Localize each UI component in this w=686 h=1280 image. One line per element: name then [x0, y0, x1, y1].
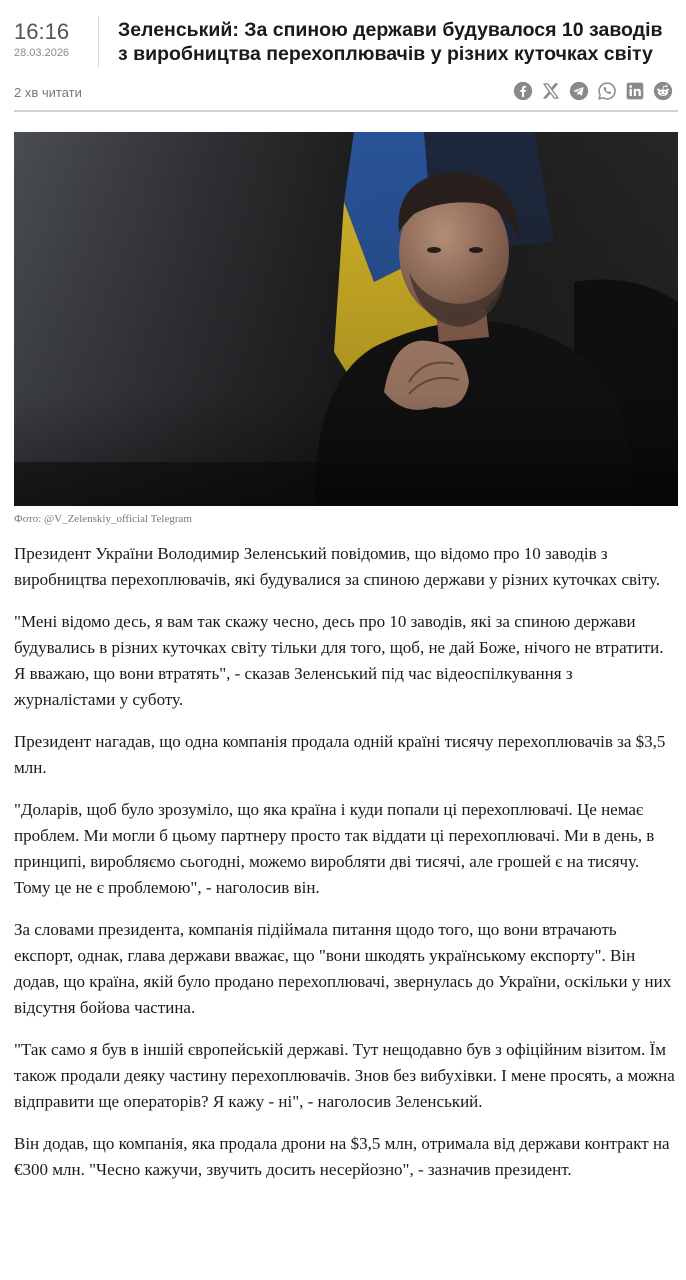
publish-date: 28.03.2026 — [14, 47, 70, 59]
x-icon[interactable] — [540, 80, 562, 102]
telegram-icon[interactable] — [568, 80, 590, 102]
article-photo — [14, 132, 678, 506]
article-paragraph: Він додав, що компанія, яка продала дрони на $3,5 млн, отримала від держави контракт на €300 млн. "Чесно кажучи, звучить досить несерйозно", - зазначив президент. — [14, 1134, 670, 1179]
share-buttons — [512, 80, 674, 102]
whatsapp-icon[interactable] — [596, 80, 618, 102]
article-paragraph: "Так само я був в іншій європейській державі. Тут нещодавно був з офіційним візитом. Їм також продали деяку частину перехоплювачів. Знов без вибухівки. І мене просять, а можна відправити ще операторів? Я кажу - ні", - наголосив Зеленський. — [14, 1040, 675, 1111]
article-paragraph: Президент України Володимир Зеленський повідомив, що відомо про 10 заводів з виробництва перехоплювачів, які будувалися за спиною держави у різних куточках світу. — [14, 544, 660, 589]
photo-caption: Фото: @V_Zelenskiy_official Telegram — [14, 513, 192, 525]
article-paragraph: За словами президента, компанія підіймала питання щодо того, що вони втрачають експорт, однак, глава держави вважає, що "вони шкодять українському експорту". Він додав, що країна, якій було продано перехоплювачі, звернулась до України, оскільки у них відсутня бойова частина. — [14, 920, 672, 1017]
article-title: Зеленський: За спиною держави будувалося 10 заводів з виробництва перехоплювачів у різних куточках світу — [118, 19, 663, 65]
article-paragraph: Президент нагадав, що одна компанія продала одній країні тисячу перехоплювачів за $3,5 млн. — [14, 732, 666, 777]
publish-timestamp — [14, 20, 98, 59]
article-body — [14, 541, 678, 1199]
read-time: 2 хв читати — [14, 85, 82, 100]
article-paragraph: "Мені відомо десь, я вам так скажу чесно, десь про 10 заводів, які за спиною держави будувались в різних куточках світу тільки для того, щоб, не дай Боже, нічого не втратити. Я вважаю, що вони втратять", - сказав Зеленський під час відеоспілкування з журналістами у суботу. — [14, 612, 664, 709]
facebook-icon[interactable] — [512, 80, 534, 102]
reddit-icon[interactable] — [652, 80, 674, 102]
linkedin-icon[interactable] — [624, 80, 646, 102]
article-header — [0, 0, 686, 80]
publish-time: 16:16 — [14, 19, 70, 44]
header-divider — [98, 16, 99, 68]
article-meta-bar — [14, 80, 678, 112]
article-paragraph: "Доларів, щоб було зрозуміло, що яка країна і куди попали ці перехоплювачі. Це немає проблем. Ми могли б цьому партнеру просто так віддати ці перехоплювачі. Ми в день, в принципі, виробляємо сьогодні, можемо виробляти дві тисячі, але грошей є на тисячу. Тому це не є проблемою", - наголосив він. — [14, 800, 655, 897]
